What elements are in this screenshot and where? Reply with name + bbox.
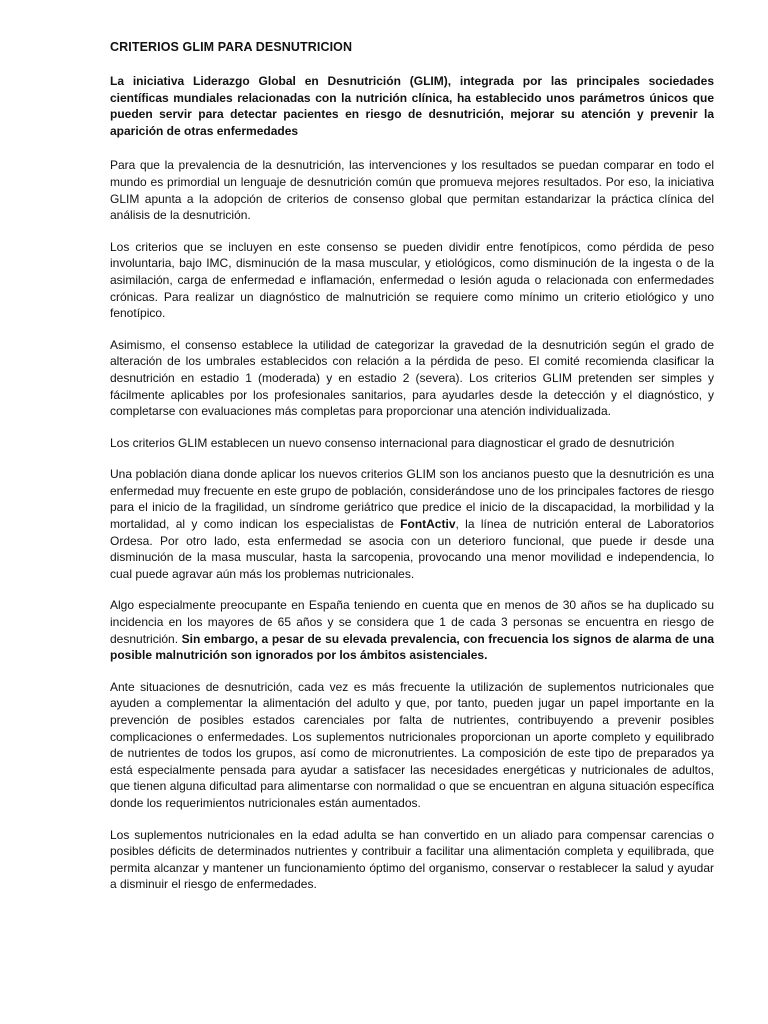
paragraph-6-emphasis: Sin embargo, a pesar de su elevada prevalencia, con frecuencia los signos de alarma de una posible malnutrición son ignorados por los ámbitos asistenciales. — [110, 631, 714, 663]
paragraph-2: Los criterios que se incluyen en este consenso se pueden dividir entre fenotípicos, como pérdida de peso involuntaria, bajo IMC, disminución de la masa muscular, y etiológicos, como disminución de la ingesta o de la asimilación, carga de enfermedad e inflamación, enfermedad o lesión aguda o relacionada con enfermedades crónicas. Para realizar un diagnóstico de malnutrición se requiere como mínimo un criterio etiológico y uno fenotípico. — [110, 239, 714, 321]
paragraph-7: Ante situaciones de desnutrición, cada vez es más frecuente la utilización de suplementos nutricionales que ayuden a complementar la alimentación del adulto y que, por tanto, pueden jugar un papel importante en la prevención de posibles estados carenciales por falta de nutrientes, contribuyendo a prevenir posibles complicaciones o enfermedades. Los suplementos nutricionales proporcionan un aporte completo y equilibrado de nutrientes de todos los grupos, así como de micronutrientes. La composición de este tipo de preparados ya está especialmente pensada para ayudar a satisfacer las necesidades energéticas y nutricionales de adultos, que tienen alguna dificultad para alimentarse con normalidad o que se encuentran en alguna situación específica donde los requerimientos nutricionales están aumentados. — [110, 679, 714, 810]
paragraph-4: Los criterios GLIM establecen un nuevo consenso internacional para diagnosticar el grado de desnutrición — [110, 435, 675, 450]
paragraph-5 — [110, 466, 714, 582]
paragraph-8: Los suplementos nutricionales en la edad adulta se han convertido en un aliado para compensar carencias o posibles déficits de determinados nutrientes y contribuir a facilitar una alimentación completa y equilibrada, que permita alcanzar y mantener un funcionamiento óptimo del organismo, conservar o restablecer la salud y ayudar a disminuir el riesgo de enfermedades. — [110, 827, 714, 892]
paragraph-5-text-end: , la línea de nutrición enteral de Laboratorios Ordesa. Por otro lado, esta enfermedad se asocia con un deterioro funcional, que puede ir desde una disminución de la masa muscular, hasta la sarcopenia, provocando una menor movilidad e independencia, lo cual puede agravar aún más los problemas nutricionales. — [110, 517, 714, 581]
paragraph-1: Para que la prevalencia de la desnutrición, las intervenciones y los resultados se puedan comparar en todo el mundo es primordial un lenguaje de desnutrición común que promueva mejores resultados. Por eso, la iniciativa GLIM apunta a la adopción de criterios de consenso global que permitan estandarizar la práctica clínica del análisis de la desnutrición. — [110, 158, 714, 223]
document-page — [110, 40, 714, 908]
paragraph-5-text-start: Una población diana donde aplicar los nuevos criterios GLIM son los ancianos puesto que la desnutrición es una enfermedad muy frecuente en este grupo de población, considerándose uno de los principales factores de riesgo para el inicio de la fragilidad, un síndrome geriátrico que predice el inicio de la discapacidad, la morbilidad y la mortalidad, al y como indican los especialistas de — [110, 467, 714, 532]
paragraph-6 — [110, 597, 714, 663]
intro-paragraph: La iniciativa Liderazgo Global en Desnutrición (GLIM), integrada por las principales sociedades científicas mundiales relacionadas con la nutrición clínica, ha establecido unos parámetros únicos que pueden servir para detectar pacientes en riesgo de desnutrición, mejorar su atención y prevenir la aparición de otras enfermedades — [110, 74, 714, 138]
brand-name: FontActiv — [400, 517, 456, 532]
document-title: CRITERIOS GLIM PARA DESNUTRICION — [110, 40, 353, 54]
paragraph-6-text: Algo especialmente preocupante en España teniendo en cuenta que en menos de 30 años se ha duplicado su incidencia en los mayores de 65 años y se considera que 1 de cada 3 personas se encuentra en riesgo de desnutrición. — [110, 598, 714, 646]
paragraph-3: Asimismo, el consenso establece la utilidad de categorizar la gravedad de la desnutrición según el grado de alteración de los umbrales establecidos con relación a la pérdida de peso. El comité recomienda clasificar la desnutrición en estadio 1 (moderada) y en estadio 2 (severa). Los criterios GLIM pretenden ser simples y fácilmente aplicables por los profesionales sanitarios, para ayudarles desde la detección y el diagnóstico, y completarse con evaluaciones más completas para proporcionar una atención individualizada. — [110, 337, 714, 419]
